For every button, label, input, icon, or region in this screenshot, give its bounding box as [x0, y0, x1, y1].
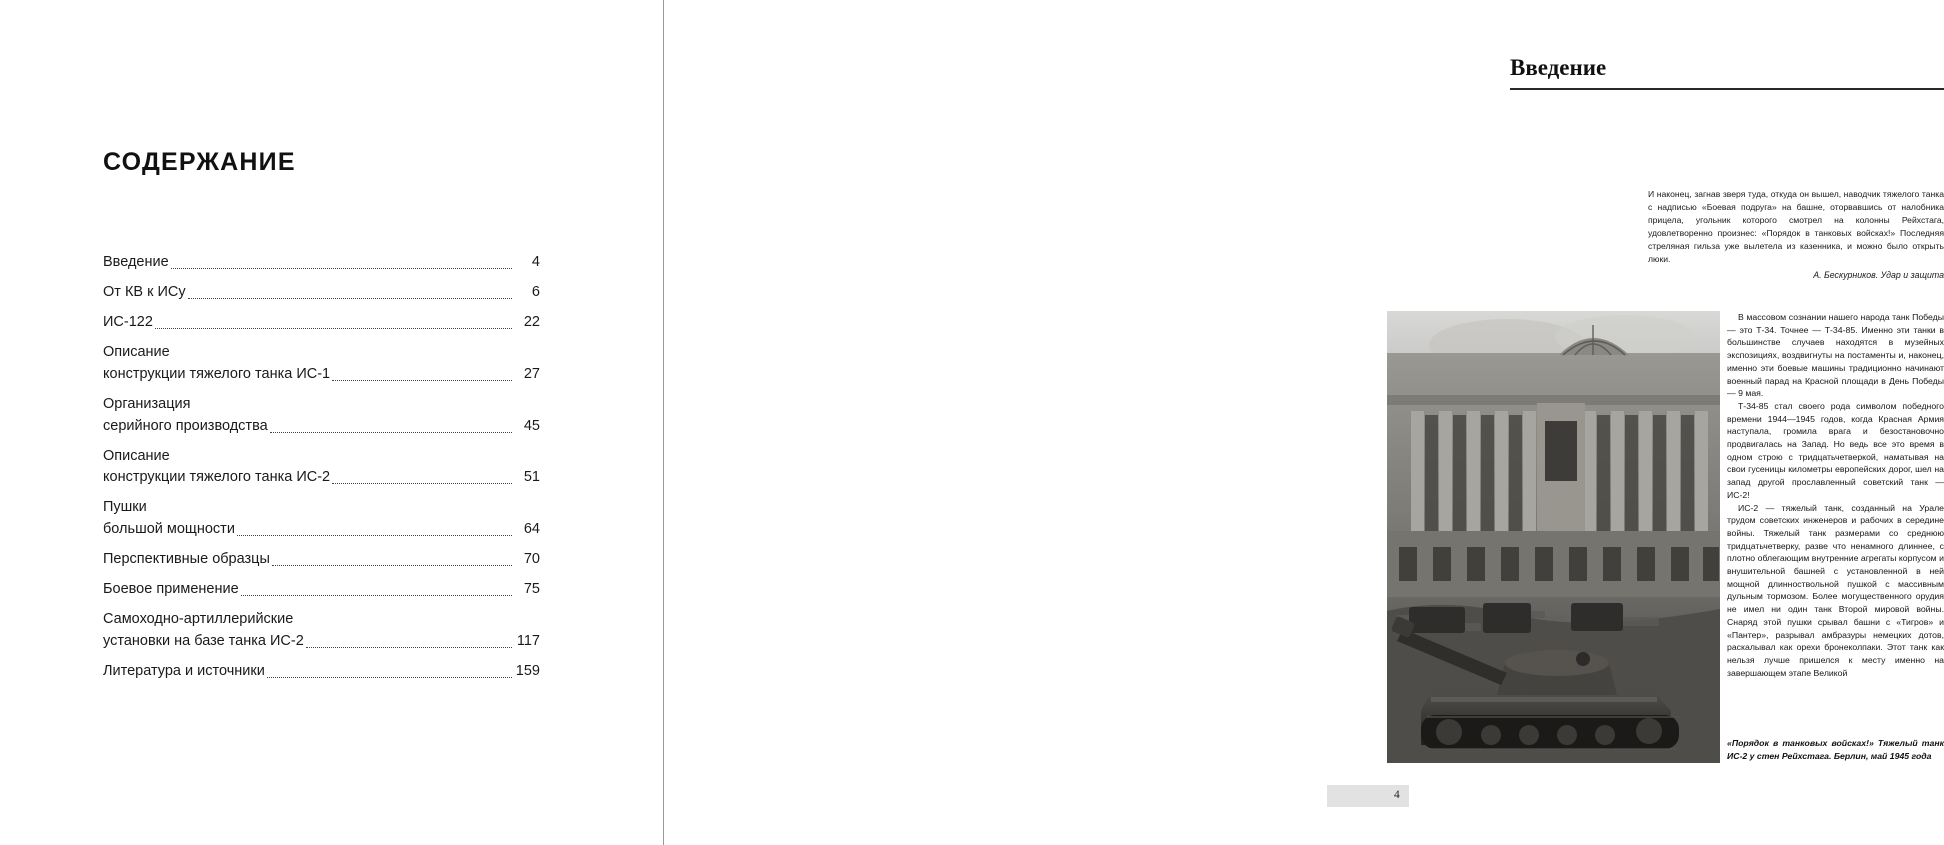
toc-leader-dots	[188, 298, 512, 299]
toc-entry[interactable]	[103, 609, 540, 652]
toc-entry[interactable]	[103, 446, 540, 489]
toc-entry-page: 22	[523, 314, 540, 331]
body-paragraph: Т-34-85 стал своего рода символом победного времени 1944—1945 годов, когда Красная Армия наступала, громила врага и безостановочно продвигалась на Запад. Но ведь все это время в одном строю с тридцатьчетверкой, наматывая на свои гусеницы километры европейских дорог, шел на запад другой прославленный советский танк — ИС-2!	[1727, 400, 1944, 500]
body-paragraph: В массовом сознании нашего народа танк Победы — это Т-34. Точнее — Т-34-85. Именно эти танки в большинстве случаев находятся в музейных экспозициях, воздвигнуты на постаменты и, наконец, именно эти боевые машины традиционно начинают военный парад на Красной площади в День Победы — 9 мая.	[1727, 312, 1944, 399]
toc-entry-label-second-line: установки на базе танка ИС-2	[103, 632, 304, 649]
chapter-title-rule	[1510, 88, 1944, 90]
toc-entry-label-second-line: большой мощности	[103, 521, 235, 538]
toc-entry-label: Описание	[103, 447, 170, 464]
toc-entry-label: Организация	[103, 395, 191, 412]
photo-caption: «Порядок в танковых войсках!» Тяжелый танк ИС-2 у стен Рейхстага. Берлин, май 1945 года	[1727, 738, 1944, 762]
toc-leader-dots	[332, 483, 512, 484]
toc-entry-page: 45	[523, 417, 540, 434]
toc-entry-label: Литература и источники	[103, 662, 265, 679]
body-paragraph: ИС-2 — тяжелый танк, созданный на Урале трудом советских инженеров и рабочих в середине войны. Тяжелый танк размерами со среднюю тридцатьчетверку, разве что ненамного длиннее, с плотно облегающим внутренние агрегаты корпусом и внушительной башней с установленной в ней мощной длинноствольной пушкой с массивным дульным тормозом. Более могущественного орудия не имел ни один танк Второй мировой войны. Снаряд этой пушки срывал башни с «Тигров» и «Пантер», разрывал амбразуры немецких дотов, раскалывал как орехи бронеколпаки. Этот танк как нельзя лучше пришелся к месту именно на завершающем этапе Великой	[1727, 502, 1944, 678]
toc-entry-label: Введение	[103, 254, 169, 270]
toc-entry[interactable]	[103, 497, 540, 540]
toc-entry-label: ИС-122	[103, 314, 153, 331]
toc-entry-label: Описание	[103, 344, 170, 361]
epigraph-text: И наконец, загнав зверя туда, откуда он вышел, наводчик тяжелого танка с надписью «Боевая подруга» на башне, оторвавшись от налобника прицела, угольник которого смотрел на колонны Рейхстага, удовлетворенно произнес: «Порядок в танковых войсках!» Последняя стреляная гильза уже вылетела из казенника, и можно было открыть люки.	[1648, 189, 1944, 265]
toc-leader-dots	[241, 595, 512, 596]
toc-leader-dots	[332, 380, 512, 381]
page-title: СОДЕРЖАНИЕ	[103, 148, 296, 176]
page-number: 4	[1394, 789, 1400, 801]
toc-entry[interactable]	[103, 579, 540, 600]
toc-entry[interactable]	[103, 252, 540, 273]
toc-entry-label: От КВ к ИСу	[103, 284, 186, 301]
toc-entry-label: Пушки	[103, 499, 147, 516]
toc-leader-dots	[155, 328, 512, 329]
toc-entry[interactable]	[103, 342, 540, 385]
chapter-title: Введение	[1510, 55, 1607, 80]
toc-entry-page: 70	[523, 551, 540, 568]
epigraph-source: А. Бескурников. Удар и защита	[1813, 270, 1944, 280]
toc-entry[interactable]	[103, 661, 540, 682]
toc-leader-dots	[237, 535, 512, 536]
toc-entry-label-second-line: конструкции тяжелого танка ИС-1	[103, 365, 331, 382]
toc-entry-label-second-line: серийного производства	[103, 417, 268, 434]
toc-entry-page: 4	[531, 254, 540, 270]
toc-leader-dots	[270, 432, 512, 433]
toc-entry[interactable]	[103, 549, 540, 570]
toc-entry-page: 6	[531, 284, 540, 301]
toc-entry-label: Боевое применение	[103, 581, 239, 598]
toc-entry-page: 51	[523, 469, 540, 486]
toc-entry-page: 75	[523, 581, 540, 598]
toc-entry-label: Перспективные образцы	[103, 551, 270, 568]
toc-entry-page: 27	[523, 365, 540, 382]
toc-leader-dots	[267, 677, 512, 678]
table-of-contents	[103, 252, 540, 691]
body-text-column	[1727, 311, 1944, 679]
toc-entry-page: 117	[516, 632, 540, 649]
toc-entry[interactable]	[103, 394, 540, 437]
left-page	[0, 0, 664, 845]
toc-entry-page: 159	[515, 662, 540, 679]
tank-at-reichstag-photo	[1387, 311, 1720, 763]
toc-leader-dots	[171, 268, 512, 269]
toc-entry-label-second-line: конструкции тяжелого танка ИС-2	[103, 469, 331, 486]
toc-leader-dots	[306, 647, 512, 648]
toc-entry-page: 64	[523, 521, 540, 538]
right-page	[664, 0, 1944, 845]
toc-entry[interactable]	[103, 312, 540, 333]
toc-leader-dots	[272, 565, 512, 566]
toc-entry-label: Самоходно-артиллерийские	[103, 611, 294, 628]
toc-entry[interactable]	[103, 282, 540, 303]
